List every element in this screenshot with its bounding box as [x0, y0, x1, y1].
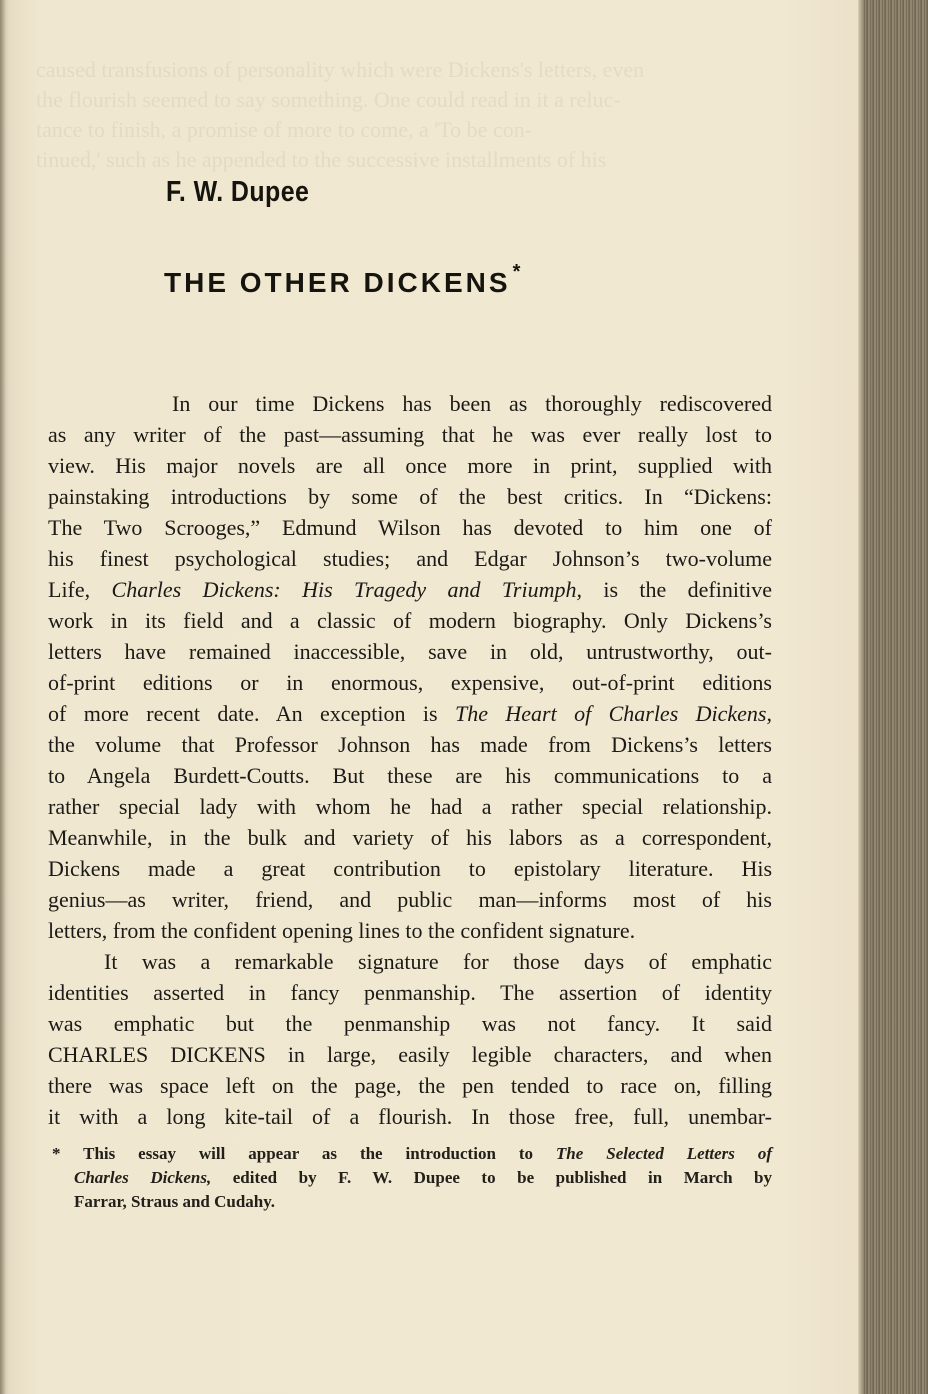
body-line: to Angela Burdett-Coutts. But these are his communications to a — [48, 763, 772, 788]
body-line: work in its field and a classic of modern biography. Only Dickens’s — [48, 608, 772, 633]
binding-shadow — [0, 0, 6, 1394]
body-line: It was a remarkable signature for those days of emphatic — [104, 949, 772, 974]
body-line-part: Life, — [48, 577, 112, 602]
footnote-line: Farrar, Straus and Cudahy. — [74, 1192, 276, 1211]
body-line: letters have remained inaccessible, save in old, untrustworthy, out- — [48, 639, 772, 664]
ghost-line: the flourish seemed to say something. One could read in it a reluc- — [36, 87, 621, 112]
body-line: his finest psychological studies; and Edgar Johnson’s two-volume — [48, 546, 772, 571]
body-line: was emphatic but the penmanship was not fancy. It said — [48, 1011, 772, 1036]
book-title-italic: Charles Dickens: His Tragedy and Triumph, — [111, 577, 582, 602]
body-line: identities asserted in fancy penmanship. The assertion of identity — [48, 980, 772, 1005]
footnote-italic: The Selected Letters of — [555, 1144, 772, 1163]
show-through-text — [36, 55, 836, 175]
body-line: genius—as writer, friend, and public man—informs most of his — [48, 887, 772, 912]
body-line: view. His major novels are all once more in print, supplied with — [48, 453, 772, 478]
body-line: of-print editions or in enormous, expensive, out-of-print editions — [48, 670, 772, 695]
ghost-line: tinued,' such as he appended to the successive installments of his — [36, 147, 607, 172]
author-name: F. W. Dupee — [166, 176, 310, 208]
body-line: letters, from the confident opening lines to the confident signature. — [48, 918, 636, 943]
ghost-line: caused transfusions of personality which were Dickens's letters, even — [36, 57, 645, 82]
body-line: In our time Dickens has been as thoroughly rediscovered — [172, 391, 772, 416]
body-line-part: of more recent date. An exception is — [48, 701, 455, 726]
body-line — [48, 574, 772, 605]
footnote-part: This essay will appear as the introduction to — [83, 1144, 556, 1163]
page-edges — [858, 0, 928, 1394]
book-title-italic: The Heart of Charles Dickens, — [454, 701, 772, 726]
footnote-part: edited by F. W. Dupee to be published in March by — [211, 1168, 772, 1187]
body-line: CHARLES DICKENS in large, easily legible characters, and when — [48, 1042, 772, 1067]
body-line: The Two Scrooges,” Edmund Wilson has devoted to him one of — [48, 515, 772, 540]
footnote-line — [52, 1142, 772, 1166]
footnote-marker: * — [512, 261, 524, 283]
essay-title-text: THE OTHER DICKENS — [164, 267, 511, 298]
body-line-part: is the definitive — [582, 577, 772, 602]
footnote-line — [52, 1166, 772, 1190]
body-line: rather special lady with whom he had a rather special relationship. — [48, 794, 772, 819]
body-line: it with a long kite-tail of a flourish. In those free, full, unembar- — [48, 1104, 772, 1129]
body-line: Meanwhile, in the bulk and variety of his labors as a correspondent, — [48, 825, 772, 850]
footnote — [52, 1142, 772, 1214]
footnote-mark: * — [52, 1144, 61, 1163]
body-text — [48, 388, 772, 1132]
body-line: the volume that Professor Johnson has made from Dickens’s letters — [48, 732, 772, 757]
body-line: there was space left on the page, the pen tended to race on, filling — [48, 1073, 772, 1098]
body-line: painstaking introductions by some of the best critics. In “Dickens: — [48, 484, 772, 509]
essay-title — [164, 261, 524, 299]
body-line — [48, 698, 772, 729]
body-line: Dickens made a great contribution to epistolary literature. His — [48, 856, 772, 881]
body-line: as any writer of the past—assuming that he was ever really lost to — [48, 422, 772, 447]
ghost-line: tance to finish, a promise of more to come, a 'To be con- — [36, 117, 533, 142]
footnote-italic: Charles Dickens, — [74, 1168, 212, 1187]
